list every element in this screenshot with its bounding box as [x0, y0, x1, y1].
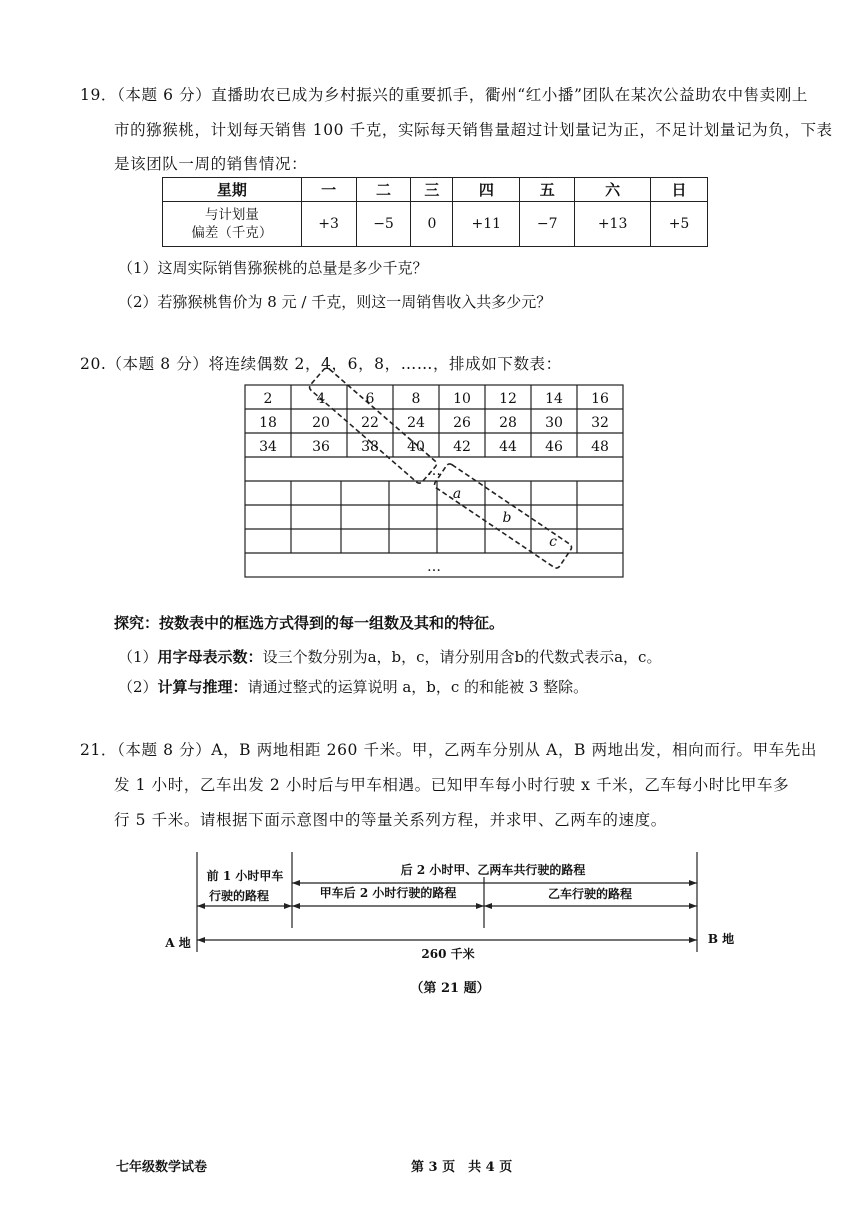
q21-line-3: 行 5 千米。请根据下面示意图中的等量关系列方程，并求甲、乙两车的速度。: [114, 811, 667, 829]
weekday-cell: 一: [301, 178, 356, 202]
grid-cell: 42: [453, 439, 471, 455]
diagram-point-b: B 地: [707, 932, 735, 946]
deviation-cell: −7: [520, 202, 575, 247]
diagram-point-a: A 地: [165, 936, 191, 950]
deviation-header-line-1: 与计划量: [204, 207, 259, 223]
grid-cell: 4: [316, 391, 326, 407]
grid-cell: 38: [361, 439, 379, 455]
grid-cell: 20: [312, 415, 330, 431]
diagram-car-b-label: 乙车行驶的路程: [547, 887, 633, 901]
diagram-first-hour-line-2: 行驶的路程: [208, 889, 270, 903]
grid-var-b: b: [502, 510, 512, 526]
grid-cell: 12: [499, 391, 517, 407]
q21-line-2: 发 1 小时，乙车出发 2 小时后与甲车相遇。已知甲车每小时行驶 x 千米，乙车每小时比甲车多: [114, 776, 790, 794]
grid-cell: 16: [591, 391, 609, 407]
deviation-header-line-2: 偏差（千克）: [191, 225, 273, 241]
diagram-car-a-label: 甲车后 2 小时行驶的路程: [319, 886, 457, 900]
q21-line-1: 21．（本题 8 分）A，B 两地相距 260 千米。甲，乙两车分别从 A，B 两地出发，相向而行。甲车先出: [80, 741, 817, 759]
diagram-caption: （第 21 题）: [410, 981, 490, 996]
explore-label: 探究：: [114, 614, 160, 632]
weekday-cell: 二: [356, 178, 411, 202]
grid-cell: 26: [453, 415, 471, 431]
q19-sub-1: （1）这周实际销售猕猴桃的总量是多少千克？: [118, 259, 428, 277]
grid-ellipsis-middle: …: [427, 463, 441, 479]
q19-line-2: 市的猕猴桃，计划每天销售 100 千克，实际每天销售量超过计划量记为正，不足计划量记为负，下表: [114, 121, 833, 139]
grid-cell: 2: [263, 391, 273, 407]
sub-1-label: 用字母表示数：: [157, 648, 263, 666]
sub-1-text: 设三个数分别为a，b，c，请分别用含b的代数式表示a，c。: [262, 648, 662, 666]
explore-text: 按数表中的框选方式得到的每一组数及其和的特征。: [159, 614, 505, 632]
diagram-total-distance: 260 千米: [421, 947, 475, 961]
weekday-cell: 日: [651, 178, 708, 202]
grid-cell: 22: [361, 415, 379, 431]
q19-sub-2: （2）若猕猴桃售价为 8 元 / 千克，则这一周销售收入共多少元？: [118, 293, 552, 311]
grid-var-a: a: [452, 486, 462, 502]
weekday-header: 星期: [163, 178, 302, 202]
grid-cell: 30: [545, 415, 563, 431]
footer-page-number: 第 3 页 共 4 页: [411, 1160, 513, 1175]
weekday-cell: 三: [411, 178, 453, 202]
deviation-cell: 0: [411, 202, 453, 247]
grid-cell: 24: [407, 415, 425, 431]
q19-line-1: 19．（本题 6 分）直播助农已成为乡村振兴的重要抓手，衢州“红小播”团队在某次公益助农中售卖刚上: [80, 86, 808, 104]
sub-1-prefix: （1）: [118, 648, 158, 666]
weekday-cell: 五: [520, 178, 575, 202]
q19-line-3: 是该团队一周的销售情况：: [114, 155, 308, 173]
grid-var-c: c: [549, 534, 557, 550]
grid-cell: 10: [453, 391, 471, 407]
diagram-combined-label: 后 2 小时甲、乙两车共行驶的路程: [400, 863, 586, 877]
grid-ellipsis-bottom: …: [427, 559, 441, 575]
grid-cell: 48: [591, 439, 609, 455]
grid-cell: 34: [259, 439, 277, 455]
sub-2-prefix: （2）: [118, 678, 158, 696]
q20-line-1: 20.（本题 8 分）将连续偶数 2，4，6，8，……，排成如下数表：: [80, 355, 562, 373]
deviation-cell: +13: [575, 202, 651, 247]
sub-2-label: 计算与推理：: [157, 678, 248, 696]
grid-cell: 14: [545, 391, 563, 407]
grid-cell: 6: [365, 391, 375, 407]
weekday-cell: 六: [575, 178, 651, 202]
grid-cell: 44: [499, 439, 517, 455]
grid-cell: 46: [545, 439, 563, 455]
weekday-cell: 四: [453, 178, 520, 202]
deviation-cell: −5: [356, 202, 411, 247]
deviation-cell: +3: [301, 202, 356, 247]
sub-2-text: 请通过整式的运算说明 a，b，c 的和能被 3 整除。: [247, 678, 589, 696]
deviation-cell: +5: [651, 202, 708, 247]
grid-cell: 18: [259, 415, 277, 431]
deviation-cell: +11: [453, 202, 520, 247]
grid-cell: 32: [591, 415, 609, 431]
grid-cell: 40: [407, 439, 425, 455]
diagram-first-hour-line-1: 前 1 小时甲车: [206, 869, 284, 883]
grid-cell: 28: [499, 415, 517, 431]
grid-cell: 8: [411, 391, 421, 407]
footer-exam-title: 七年级数学试卷: [116, 1160, 208, 1175]
grid-cell: 36: [312, 439, 330, 455]
